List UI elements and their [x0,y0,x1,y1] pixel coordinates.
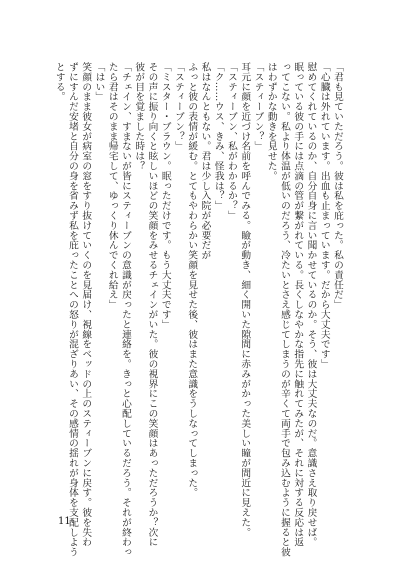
text-line: 「ミスター・ブラウン。眠っただけです。もう大丈夫です」 [159,62,171,330]
text-line: 眠っている彼の手には点滴の管が繋がれている。長くしなやかな指先に触れてみたが、それに対する反応は返 [292,62,304,548]
text-line: 「スティーブン、私がわかるか？」 [226,62,237,221]
text-line: ってこない。私より体温が低いのだろう、冷たいとさえ感じてしまうのが辛くて両手で包み込むように握ると彼 [279,62,290,557]
text-line: 「君も見ていただろう。彼は私を庇った。私の責任だ」 [332,62,343,310]
text-line: 耳元に顔を近づけ名前を呼んでみる。瞼が動き、細く開いた隙間に赤みがかった美しい瞳が間近に見えた。 [239,62,251,538]
text-line: 慰めてくれているのか、自分自身に言い聞かせているのか。そう、彼は大丈夫なのだ。意識さえ取り戻せば。 [305,62,317,548]
text-line: 「ク……ウス、きみ、怪我は？」 [212,62,224,211]
page-number: 11 [58,516,71,527]
text-line: はわずかな動きを見せた。 [265,62,277,181]
text-line: 「スティーブン？」 [252,62,264,152]
text-line: ふっと彼の表情が緩む。とてもやわらかい笑顔を見せた後、彼はまた意識をうしなってしまった。 [186,62,198,498]
text-line: とする。 [53,62,65,102]
text-line: 「チェイン、すまないが皆にスティーブンの意識が戻ったと連絡を。きっと心配しているだろう。それが終わっ [120,62,131,557]
text-line: ずにすんだ安堵と自分の身を省みず私を庇ったことへの怒りが混ざりあい、その感情の揺れが身体を支配しよう [67,62,78,557]
text-line: たら君はそのまま帰宅して、ゆっくり休んでくれ給え」 [106,62,118,310]
text-line: 彼が目を覚ました時は？ [133,62,145,171]
text-line: 「心臓は外れています。出血も止まっています。だから大丈夫です」 [318,62,330,369]
text-line: その声に振り向くと眩しいほどの笑顔をみせるチェインがいた。彼の視界にこの笑顔はあっただろうか？次に [146,62,158,548]
text-line: 私はなんともない。君は少し入院が必要だが [199,62,211,260]
text-line: 「はい」 [93,62,105,102]
text-line: 笑顔のまま彼女が病室の窓をすり抜けていくのを見届け、視線をベッドの上のスティーブンに戻す。彼を失わ [80,62,92,548]
text-line: 「スティーブン？」 [173,62,184,152]
